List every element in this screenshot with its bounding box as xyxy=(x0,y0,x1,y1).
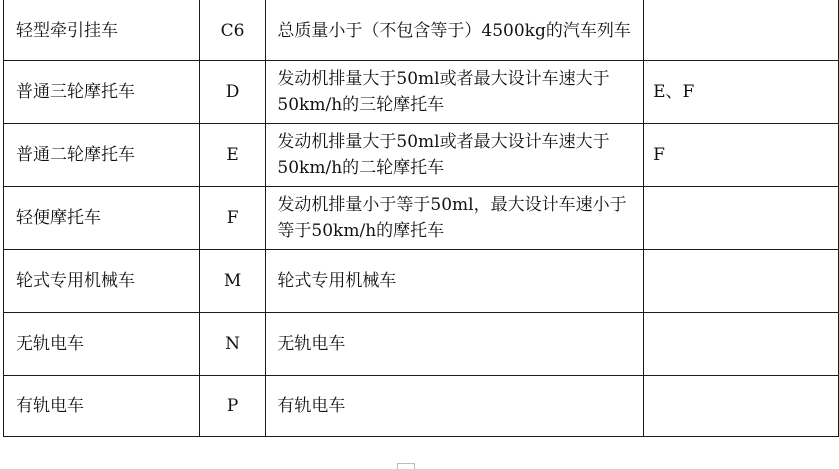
included-classes-cell xyxy=(644,1,839,61)
description-cell: 轮式专用机械车 xyxy=(266,250,644,313)
description-cell: 发动机排量大于50ml或者最大设计车速大于50km/h的三轮摩托车 xyxy=(266,61,644,124)
table-row xyxy=(4,250,839,313)
description-cell: 总质量小于（不包含等于）4500kg的汽车列车 xyxy=(266,1,644,61)
vehicle-type-cell: 轻便摩托车 xyxy=(4,187,200,250)
license-class-table xyxy=(3,0,839,437)
vehicle-type-cell: 无轨电车 xyxy=(4,313,200,376)
vehicle-type-cell: 有轨电车 xyxy=(4,376,200,437)
table-row xyxy=(4,124,839,187)
included-classes-cell: F xyxy=(644,124,839,187)
included-classes-cell xyxy=(644,313,839,376)
included-classes-cell xyxy=(644,250,839,313)
class-code-cell: C6 xyxy=(199,1,266,61)
class-code-cell: M xyxy=(199,250,266,313)
table-row xyxy=(4,376,839,437)
table-row xyxy=(4,313,839,376)
included-classes-cell xyxy=(644,376,839,437)
vehicle-type-cell: 轮式专用机械车 xyxy=(4,250,200,313)
description-cell: 发动机排量大于50ml或者最大设计车速大于50km/h的二轮摩托车 xyxy=(266,124,644,187)
page-crop-mark xyxy=(397,463,415,469)
vehicle-type-cell: 轻型牵引挂车 xyxy=(4,1,200,61)
class-code-cell: P xyxy=(199,376,266,437)
description-cell: 发动机排量小于等于50ml，最大设计车速小于等于50km/h的摩托车 xyxy=(266,187,644,250)
vehicle-type-cell: 普通三轮摩托车 xyxy=(4,61,200,124)
class-code-cell: E xyxy=(199,124,266,187)
class-code-cell: F xyxy=(199,187,266,250)
class-code-cell: D xyxy=(199,61,266,124)
included-classes-cell: E、F xyxy=(644,61,839,124)
vehicle-type-cell: 普通二轮摩托车 xyxy=(4,124,200,187)
description-cell: 有轨电车 xyxy=(266,376,644,437)
table-row xyxy=(4,1,839,61)
class-code-cell: N xyxy=(199,313,266,376)
description-cell: 无轨电车 xyxy=(266,313,644,376)
table-row xyxy=(4,61,839,124)
table-row xyxy=(4,187,839,250)
included-classes-cell xyxy=(644,187,839,250)
